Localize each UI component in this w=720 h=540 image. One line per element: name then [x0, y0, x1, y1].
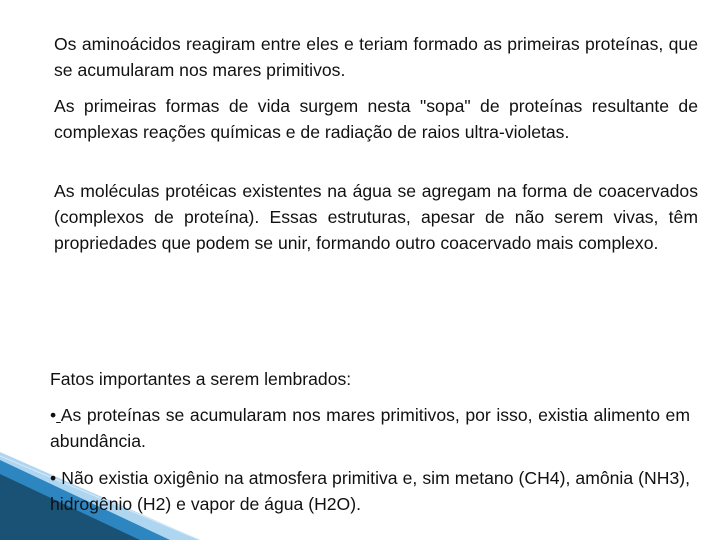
fact-text: Não existia oxigênio na atmosfera primitiva e, sim metano (CH4), amônia (NH3), hidrogênio (H2) e vapor de água (H2O). — [50, 468, 690, 514]
facts-heading: Fatos importantes a serem lembrados: — [50, 369, 352, 389]
bullet-icon: • — [50, 468, 57, 488]
paragraph-aminoacids: Os aminoácidos reagiram entre eles e teriam formado as primeiras proteínas, que se acumularam nos mares primitivos. — [54, 34, 698, 80]
paragraph-coacervates: As moléculas protéicas existentes na água se agregam na forma de coacervados (complexos de proteína). Essas estruturas, apesar de não serem vivas, têm propriedades que podem se unir, formando outro coacervado mais complexo. — [54, 181, 698, 253]
bullet-icon: • — [50, 405, 57, 425]
fact-text: As proteínas se acumularam nos mares primitivos, por isso, existia alimento em abundância. — [50, 405, 690, 451]
fact-item — [50, 465, 690, 517]
paragraph-first-life-forms: As primeiras formas de vida surgem nesta "sopa" de proteínas resultante de complexas reações químicas e de radiação de raios ultra-violetas. — [54, 96, 698, 142]
fact-item — [50, 402, 690, 454]
